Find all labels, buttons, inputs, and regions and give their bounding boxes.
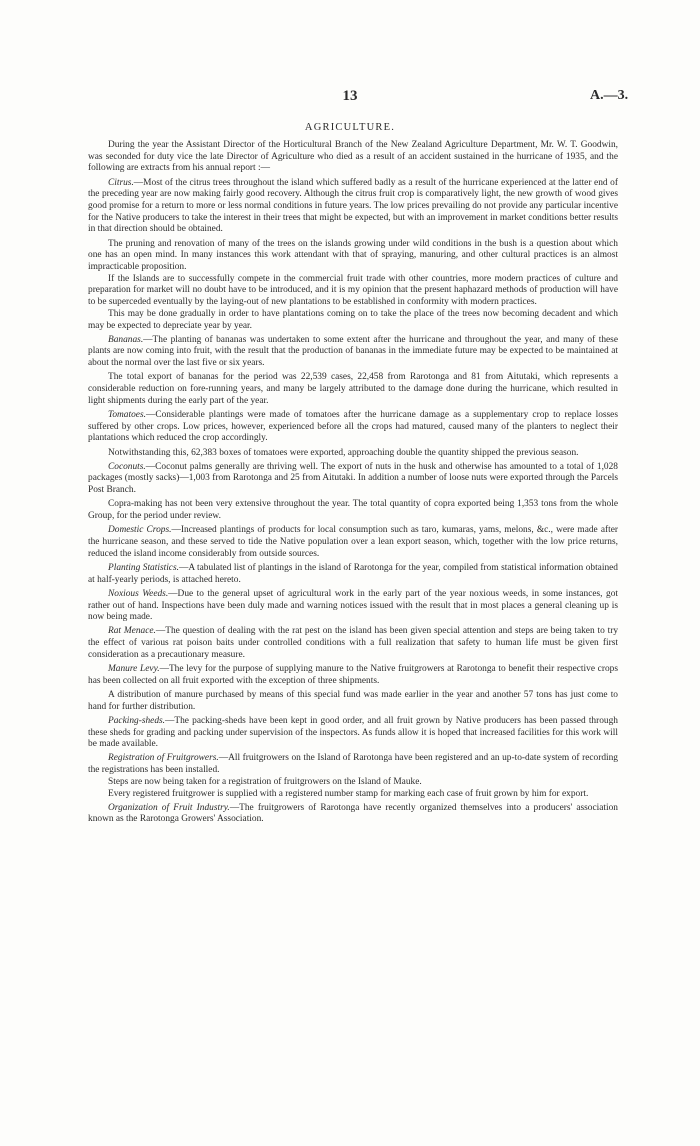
paragraph-text: Every registered fruitgrower is supplied with a registered number stamp for marking each case of fruit grown by him for export. (108, 788, 589, 799)
paragraph-text: —Coconut palms generally are thriving well. The export of nuts in the husk and otherwise has amounted to a total of 1,028 packages (mostly sacks)—1,003 from Rarotonga and 25 from Aitutaki. In addition a number of loose nuts were exported through the Parcels Post Branch. (88, 461, 618, 496)
paragraph-intro (88, 140, 618, 175)
paragraph-copra (88, 499, 618, 522)
paragraph-gradually (88, 309, 618, 332)
paragraph-text: —The fruitgrowers of Rarotonga have recently organized themselves into a producers' association known as the Rarotonga Growers' Association. (88, 802, 618, 825)
paragraph-heading: Coconuts. (108, 461, 146, 472)
paragraph-citrus (88, 178, 618, 237)
paragraph-text: This may be done gradually in order to have plantations coming on to take the place of the trees now becoming decadent and which may be expected to depreciate year by year. (88, 308, 618, 331)
paragraph-text: —Considerable plantings were made of tomatoes after the hurricane damage as a supplementary crop to replace losses suffered by other crops. Low prices, however, experienced before all the crops had matured, caused many of the planters to neglect their plantations which reduced the crop accordingly. (88, 409, 618, 444)
paragraph-organization (88, 803, 618, 826)
paragraph-heading: Organization of Fruit Industry. (108, 802, 230, 813)
paragraph-text: —The packing-sheds have been kept in good order, and all fruit grown by Native producers has been passed through these sheds for grading and packing under supervision of the inspectors. As funds allow it is hoped that increased facilities for this work will be made available. (88, 715, 618, 750)
document-reference: A.—3. (590, 88, 629, 103)
paragraph-heading: Bananas. (108, 334, 144, 345)
paragraph-heading: Tomatoes. (108, 409, 146, 420)
paragraph-bananas (88, 335, 618, 370)
paragraph-planting (88, 563, 618, 586)
paragraph-heading: Manure Levy. (108, 664, 160, 675)
paragraph-rat (88, 626, 618, 661)
section-title: AGRICULTURE. (304, 122, 396, 133)
paragraph-text: —Increased plantings of products for local consumption such as taro, kumaras, yams, melons, &c., were made after the hurricane season, and these served to tide the Native population over a lean export season, which, together with the low price returns, reduced the island income considerably from outside sources. (88, 525, 619, 559)
paragraph-text: —The planting of bananas was undertaken to some extent after the hurricane and throughout the year, and many of these plants are now coming into fruit, with the result that the production of bananas in the immediate future may be expected to be maintained at about the normal over the last five or six years. (88, 334, 618, 369)
paragraph-text: A distribution of manure purchased by means of this special fund was made earlier in the year and another 57 tons has just come to hand for further distribution. (88, 689, 618, 712)
paragraph-tomatoes (88, 410, 618, 445)
paragraph-text: —All fruitgrowers on the Island of Rarotonga have been registered and an up-to-date system of recording the registrations has been installed. (88, 753, 618, 776)
paragraph-text: —A tabulated list of plantings in the island of Rarotonga for the year, compiled from statistical information obtained at half-yearly periods, is attached hereto. (88, 562, 618, 585)
paragraph-text: Copra-making has not been very extensive throughout the year. The total quantity of copra exported being 1,353 tons from the whole Group, for the period under review. (88, 499, 618, 522)
paragraph-stamp (88, 789, 618, 801)
paragraph-heading: Domestic Crops. (108, 525, 172, 536)
paragraph-weeds (88, 589, 618, 624)
paragraph-commercial (88, 274, 618, 309)
paragraph-banana-export (88, 372, 618, 407)
paragraph-text: If the Islands are to successfully compete in the commercial fruit trade with other countries, more modern practices of culture and preparation for market will no doubt have to be introduced, and it is my opinion that the present haphazard methods of production will have to be superceded eventually by the laying-out of new plantations to be established in conformity with modern practices. (88, 273, 618, 308)
paragraph-text: The pruning and renovation of many of the trees on the islands growing under wild conditions in the bush is a question about which one has an open mind. In many instances this work attendant with that of spraying, manuring, and other cultural practices is an almost impracticable proposition. (88, 238, 618, 273)
paragraph-text: —Most of the citrus trees throughout the island which suffered badly as a result of the hurricane experienced at the latter end of the preceding year are now making fairly good recovery. Although the citrus fruit crop is comparatively light, the new growth of wood gives good promise for a return to more or less normal conditions in future years. The low prices prevailing do not provide any particular incentive for the Native producers to take the interest in their trees that might be expected, but with an improvement in market conditions better results in that direction should be obtained. (88, 177, 618, 235)
paragraph-registration (88, 753, 618, 776)
paragraph-manure (88, 664, 618, 687)
paragraph-text: During the year the Assistant Director of the Horticultural Branch of the New Zealand Agriculture Department, Mr. W. T. Goodwin, was seconded for duty vice the late Director of Agriculture who died as a result of an accident sustained in the hurricane of 1935, and the following are extracts from his annual report :— (88, 140, 618, 174)
report-body (88, 140, 618, 826)
page-number: 13 (342, 88, 358, 104)
paragraph-text: The total export of bananas for the period was 22,539 cases, 22,458 from Rarotonga and 81 from Aitutaki, which represents a considerable reduction on fore-running years, and many be largely attributed to the damage done during the hurricane, which resulted in light shipments during the early part of the year. (88, 372, 618, 406)
paragraph-heading: Registration of Fruitgrowers. (108, 753, 219, 764)
paragraph-heading: Rat Menace. (108, 626, 156, 637)
paragraph-mauke (88, 777, 618, 789)
paragraph-heading: Packing-sheds. (108, 715, 166, 726)
paragraph-heading: Citrus. (108, 177, 134, 188)
paragraph-text: —The question of dealing with the rat pest on the island has been given special attention and steps are being taken to try the effect of various rat poison baits under controlled conditions with a full realization that safety to human life must be given first consideration as a precautionary measure. (88, 626, 619, 660)
paragraph-heading: Noxious Weeds. (108, 588, 169, 599)
paragraph-heading: Planting Statistics. (108, 562, 179, 573)
paragraph-tomato-export (88, 448, 618, 460)
paragraph-coconuts (88, 462, 618, 497)
paragraph-domestic (88, 525, 618, 560)
paragraph-text: Steps are now being taken for a registration of fruitgrowers on the Island of Mauke. (108, 776, 422, 787)
paragraph-packing (88, 716, 618, 751)
paragraph-text: Notwithstanding this, 62,383 boxes of tomatoes were exported, approaching double the quantity shipped the previous season. (108, 447, 579, 458)
paragraph-distribution (88, 690, 618, 713)
paragraph-text: —The levy for the purpose of supplying manure to the Native fruitgrowers at Rarotonga to benefit their respective crops has been collected on all fruit exported with the exception of three shipments. (88, 664, 618, 686)
paragraph-text: —Due to the general upset of agricultural work in the early part of the year noxious weeds, in some instances, got rather out of hand. Inspections have been duly made and warning notices issued with the result that in most places a general cleaning up is now being made. (88, 588, 618, 623)
paragraph-pruning (88, 239, 618, 274)
